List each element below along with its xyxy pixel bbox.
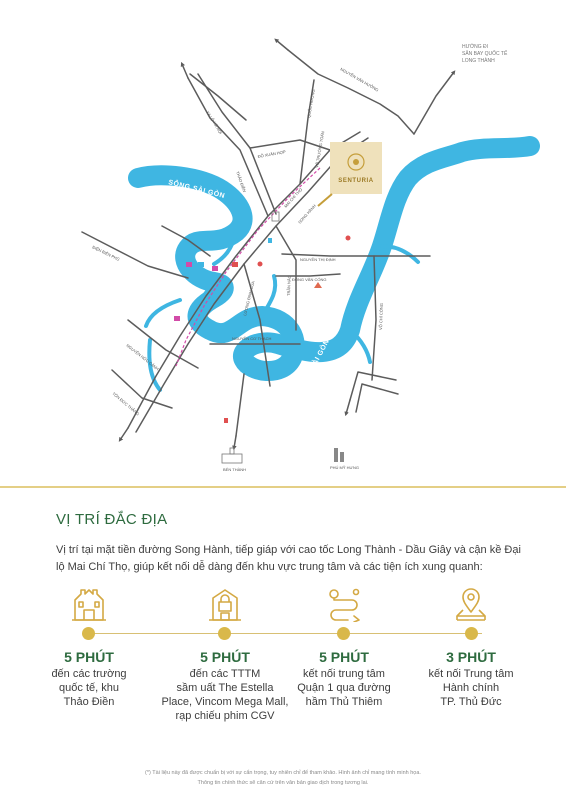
feature-minutes: 5 PHÚT <box>319 649 369 665</box>
timeline-line <box>82 633 482 634</box>
feature-international-schools <box>24 648 154 709</box>
road-label-dong-van-cong: ĐỒNG VĂN CỐNG <box>292 277 327 282</box>
road-label-vo-truong-toan: VÕ TRƯỜNG TOẢN <box>314 130 326 169</box>
route-icon <box>326 586 362 622</box>
gold-divider <box>0 486 566 488</box>
feature-administrative-center <box>406 648 536 709</box>
road-label-do-xuan-hop: ĐỖ XUÂN HỢP <box>257 149 287 159</box>
phu-my-hung-label: PHÚ MỸ HƯNG <box>330 465 359 470</box>
shopping-mall-icon <box>207 586 243 622</box>
feature-minutes: 5 PHÚT <box>64 649 114 665</box>
road-label-nguyen-huu-canh: NGUYỄN HỮU CẢNH <box>125 342 160 372</box>
timeline-dot <box>465 627 478 640</box>
river-label-north: SÔNG SÀI GÒN <box>167 179 226 201</box>
disclaimer-line-1: (*) Tài liệu này đã được chuẩn bị với sự cẩn trọng, tuy nhiên chỉ để tham khảo. Hình ảnh chỉ mang tính minh họa. <box>145 770 421 776</box>
feature-description: đến các TTTM sầm uất The Estella Place, Vincom Mega Mall, rạp chiếu phim CGV <box>161 668 289 722</box>
airport-line-2: SÂN BAY QUỐC TẾ <box>462 51 508 57</box>
road-label-xa-lo-ha-noi: XA LỘ HÀ NỘI <box>205 109 224 135</box>
road-label-ton-duc-thang: TÔN ĐỨC THẮNG <box>111 390 141 417</box>
road-label-nguyen-van-huong: NGUYỄN VĂN HƯỞNG <box>339 66 380 93</box>
airport-direction-label <box>462 43 508 64</box>
road-label-luong-dinh-cua: LƯƠNG ĐỊNH CỦA <box>242 280 256 317</box>
disclaimer-line-2: Thông tin chính thức sẽ căn cứ trên văn bản giao dịch trong tương lai. <box>197 780 369 786</box>
timeline-dot <box>218 627 231 640</box>
disclaimer <box>0 768 566 788</box>
airport-line-3: LONG THÀNH <box>462 58 495 64</box>
timeline-dot <box>337 627 350 640</box>
road-label-nguyen-co-thach: NGUYỄN CƠ THẠCH <box>232 336 272 341</box>
road-label-mai-chi-tho: MAI CHÍ THỌ <box>283 187 304 209</box>
feature-shopping-malls <box>160 648 290 723</box>
road-label-dien-bien-phu: ĐIỆN BIÊN PHỦ <box>91 244 121 262</box>
airport-line-1: HƯỚNG ĐI <box>462 44 489 50</box>
ben-thanh-label: BẾN THÀNH <box>223 467 247 472</box>
timeline-dot <box>82 627 95 640</box>
intro-text: Vị trí tại mặt tiền đường Song Hành, tiếp giáp với cao tốc Long Thành - Dầu Giây và cận kề Đại lộ Mai Chí Thọ, giúp kết nối dễ dàng đến khu vực trung tâm và các tiện ích xung quanh: <box>56 544 521 573</box>
section-title: VỊ TRÍ ĐẮC ĐỊA <box>56 511 168 528</box>
feature-district-1-connection <box>279 648 409 709</box>
phu-my-hung-landmark <box>330 448 359 470</box>
feature-description: kết nối trung tâm Quận 1 qua đường hầm Thủ Thiêm <box>297 668 391 708</box>
road-label-thao-dien: THẢO ĐIỀN <box>235 170 248 193</box>
feature-minutes: 5 PHÚT <box>200 649 250 665</box>
road-label-vo-chi-cong: VÕ CHÍ CÔNG <box>378 302 384 331</box>
river-label-south: SÔNG SÀI GÒN <box>297 338 332 393</box>
location-pin-icon <box>453 586 489 622</box>
road-label-nguyen-thi-dinh: NGUYỄN THỊ ĐỊNH <box>300 257 336 262</box>
feature-minutes: 3 PHÚT <box>446 649 496 665</box>
road-label-song-hanh: SONG HÀNH <box>297 203 317 225</box>
school-icon <box>71 586 107 622</box>
feature-description: kết nối Trung tâm Hành chính TP. Thủ Đức <box>428 668 514 708</box>
senturia-label: SENTURIA <box>338 178 374 184</box>
ben-thanh-landmark <box>222 448 246 472</box>
road-label-quoc-huong: QUỐC HƯƠNG <box>306 88 316 119</box>
road-label-tran-nao: TRẦN NÃO <box>286 275 292 297</box>
feature-description: đến các trường quốc tế, khu Thảo Điền <box>51 668 127 708</box>
road-network <box>82 40 454 448</box>
